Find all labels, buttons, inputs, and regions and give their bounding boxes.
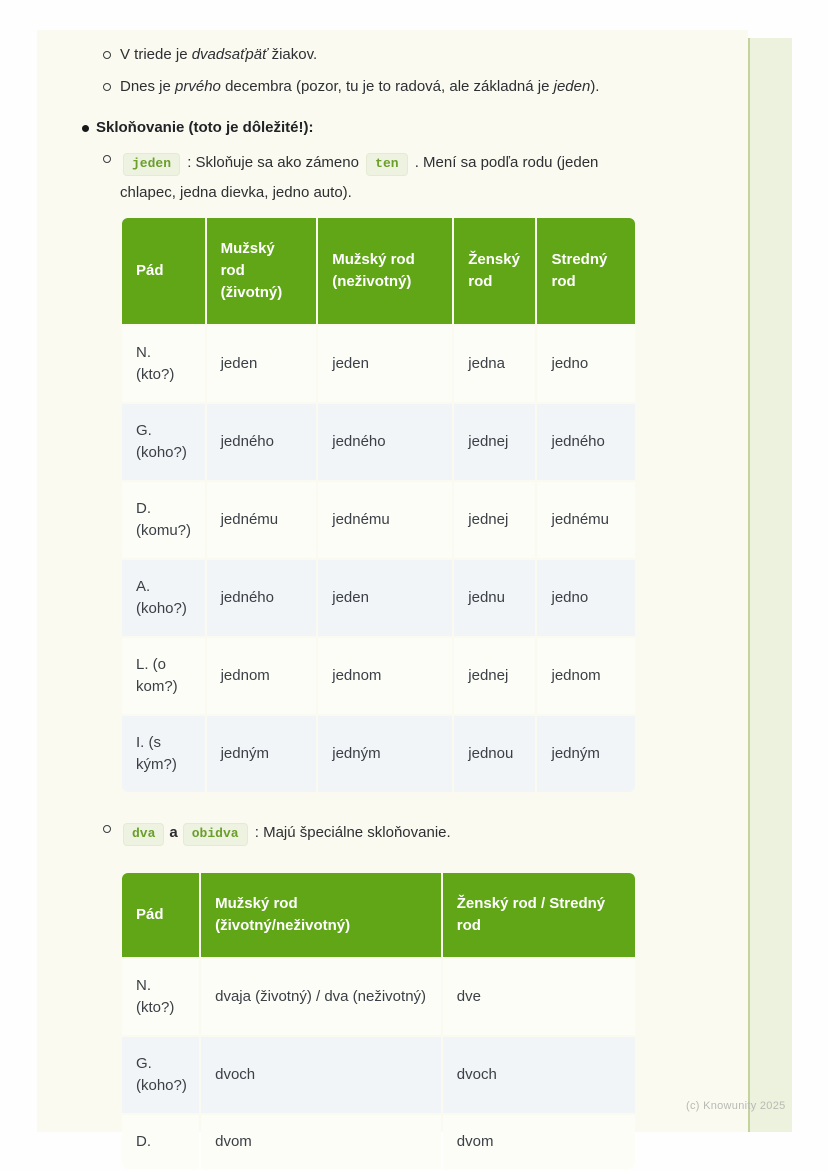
code-chip: ten [366, 153, 407, 176]
table-cell: jednom [318, 638, 452, 714]
text-segment: . Mení sa podľa rodu (jeden [414, 154, 599, 171]
table-row [122, 638, 635, 714]
document-content [37, 30, 748, 1171]
table-cell: dvom [443, 1115, 635, 1169]
table-cell: jedným [207, 716, 317, 792]
table-header-cell: Ženský rod [454, 218, 535, 324]
list-item [103, 76, 748, 98]
circle-bullet-icon [103, 818, 120, 833]
table-cell: dvaja (životný) / dva (neživotný) [201, 959, 441, 1035]
table-cell: dvom [201, 1115, 441, 1169]
table-row [122, 1115, 635, 1169]
row-label-cell: L. (o kom?) [122, 638, 205, 714]
row-label-cell: D. (komu?) [122, 482, 205, 558]
table-cell: jedného [537, 404, 635, 480]
table-cell: jeden [318, 560, 452, 636]
table-header-cell: Stredný rod [537, 218, 635, 324]
table-cell: jednu [454, 560, 535, 636]
table-row [122, 482, 635, 558]
section-heading: Skloňovanie (toto je dôležité!): [96, 119, 314, 136]
table-cell: jedným [318, 716, 452, 792]
table-cell: jedno [537, 560, 635, 636]
disc-bullet-icon [82, 117, 96, 132]
row-label-cell: G. (koho?) [122, 1037, 199, 1113]
text-segment: : Majú špeciálne skloňovanie. [254, 824, 451, 841]
table-row [122, 326, 635, 402]
document-page [37, 30, 748, 1150]
list-item-text [120, 818, 451, 848]
italic-text: prvého [175, 78, 221, 95]
italic-text: jeden [553, 78, 591, 95]
table-cell: dve [443, 959, 635, 1035]
table-header-row [122, 218, 635, 324]
circle-bullet-icon [103, 44, 120, 59]
text-segment: chlapec, jedna dievka, jedno auto). [120, 184, 352, 201]
page-edge-strip [748, 38, 792, 1132]
table-cell: jednou [454, 716, 535, 792]
row-label-cell: N. (kto?) [122, 326, 205, 402]
italic-text: dvadsaťpäť [191, 46, 268, 63]
table-header-cell: Mužský rod (neživotný) [318, 218, 452, 324]
row-label-cell: N. (kto?) [122, 959, 199, 1035]
list-item-heading [82, 117, 748, 139]
circle-bullet-icon [103, 148, 120, 163]
list-item [103, 148, 748, 208]
table-header-cell: Ženský rod / Stredný rod [443, 873, 635, 957]
table-cell: jednom [537, 638, 635, 714]
text-segment: decembra (pozor, tu je to radová, ale základná je [220, 78, 554, 95]
table-cell: jednej [454, 638, 535, 714]
table-header-cell: Pád [122, 218, 205, 324]
watermark: (c) Knowunity 2025 [686, 1100, 786, 1112]
table-row [122, 404, 635, 480]
list-item-text [120, 44, 317, 66]
row-label-cell: G. (koho?) [122, 404, 205, 480]
list-item-text [120, 76, 599, 98]
table-cell: jednej [454, 482, 535, 558]
declension-table-dva [120, 871, 637, 1171]
table-header-cell: Mužský rod (životný) [207, 218, 317, 324]
code-chip: dva [123, 823, 164, 846]
table-cell: dvoch [443, 1037, 635, 1113]
table-cell: dvoch [201, 1037, 441, 1113]
table-cell: jednému [207, 482, 317, 558]
list-item-text [120, 148, 598, 208]
table-row [122, 1037, 635, 1113]
table-cell: jednému [537, 482, 635, 558]
text-segment: Dnes je [120, 78, 176, 95]
table-cell: jedna [454, 326, 535, 402]
table-cell: jedného [207, 560, 317, 636]
row-label-cell: D. [122, 1115, 199, 1169]
circle-bullet-icon [103, 76, 120, 91]
declension-table-jeden [120, 216, 637, 794]
code-chip: jeden [123, 153, 180, 176]
table-row [122, 560, 635, 636]
table-row [122, 959, 635, 1035]
table-cell: jednému [318, 482, 452, 558]
table-cell: jeden [207, 326, 317, 402]
row-label-cell: I. (s kým?) [122, 716, 205, 792]
row-label-cell: A. (koho?) [122, 560, 205, 636]
text-segment: : Skloňuje sa ako zámeno [187, 154, 359, 171]
table-cell: jedno [537, 326, 635, 402]
table-row [122, 716, 635, 792]
table-cell: jedným [537, 716, 635, 792]
text-segment: a [169, 824, 178, 841]
table-cell: jednom [207, 638, 317, 714]
list-item [103, 44, 748, 66]
list-item [103, 818, 748, 848]
table-header-cell: Mužský rod (životný/neživotný) [201, 873, 441, 957]
table-cell: jeden [318, 326, 452, 402]
code-chip: obidva [183, 823, 248, 846]
text-segment: V triede je [120, 46, 192, 63]
table-header-cell: Pád [122, 873, 199, 957]
table-cell: jednej [454, 404, 535, 480]
text-segment: žiakov. [267, 46, 318, 63]
table-cell: jedného [207, 404, 317, 480]
text-segment: ). [590, 78, 600, 95]
table-cell: jedného [318, 404, 452, 480]
table-header-row [122, 873, 635, 957]
